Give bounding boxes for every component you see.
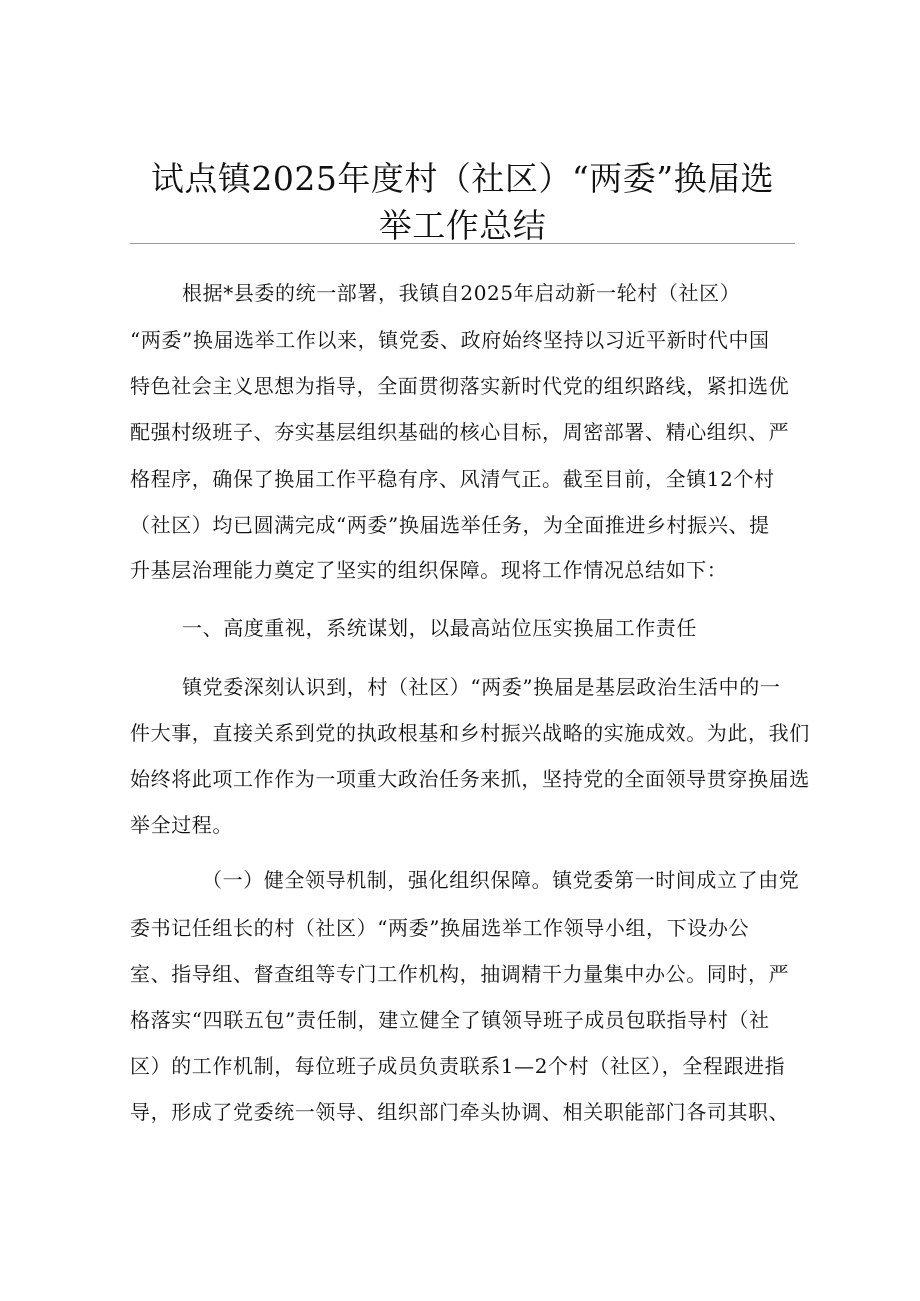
body-line-10: 件大事，直接关系到党的执政根基和乡村振兴战略的实施成效。为此，我们 — [130, 721, 810, 745]
body-line-16: 格落实“四联五包”责任制，建立健全了镇领导班子成员包联指导村（社 — [130, 1008, 770, 1032]
body-line-5: 格程序，确保了换届工作平稳有序、风清气正。截至目前，全镇12个村 — [130, 467, 775, 491]
body-line-18: 导，形成了党委统一领导、组织部门牵头协调、相关职能部门各司其职、 — [130, 1100, 790, 1124]
body-line-13: （一）健全领导机制，强化组织保障。镇党委第一时间成立了由党 — [202, 868, 800, 892]
body-line-14: 委书记任组长的村（社区）“两委”换届选举工作领导小组，下设办公 — [130, 916, 750, 940]
title-underline — [130, 243, 795, 244]
body-line-7: 升基层治理能力奠定了坚实的组织保障。现将工作情况总结如下： — [130, 558, 728, 582]
body-line-15: 室、指导组、督查组等专门工作机构，抽调精干力量集中办公。同时，严 — [130, 962, 790, 986]
body-line-6: （社区）均已圆满完成“两委”换届选举任务，为全面推进乡村振兴、提 — [130, 513, 770, 537]
body-line-12: 举全过程。 — [130, 813, 233, 837]
document-title-line-2: 举工作总结 — [378, 206, 547, 245]
body-line-17: 区）的工作机制，每位班子成员负责联系1—2个村（社区），全程跟进指 — [130, 1054, 786, 1078]
document-title-line-1: 试点镇2025年度村（社区）“两委”换届选 — [150, 159, 775, 198]
body-line-2: “两委”换届选举工作以来，镇党委、政府始终坚持以习近平新时代中国 — [130, 328, 770, 352]
body-line-1: 根据*县委的统一部署，我镇自2025年启动新一轮村（社区） — [182, 281, 741, 305]
section-heading-1: 一、高度重视，系统谋划，以最高站位压实换届工作责任 — [182, 616, 697, 640]
body-line-11: 始终将此项工作作为一项重大政治任务来抓，坚持党的全面领导贯穿换届选 — [130, 767, 810, 791]
body-line-4: 配强村级班子、夯实基层组织基础的核心目标，周密部署、精心组织、严 — [130, 420, 790, 444]
body-line-3: 特色社会主义思想为指导，全面贯彻落实新时代党的组织路线，紧扣选优 — [130, 374, 790, 398]
body-line-9: 镇党委深刻认识到，村（社区）“两委”换届是基层政治生活中的一 — [182, 675, 781, 699]
